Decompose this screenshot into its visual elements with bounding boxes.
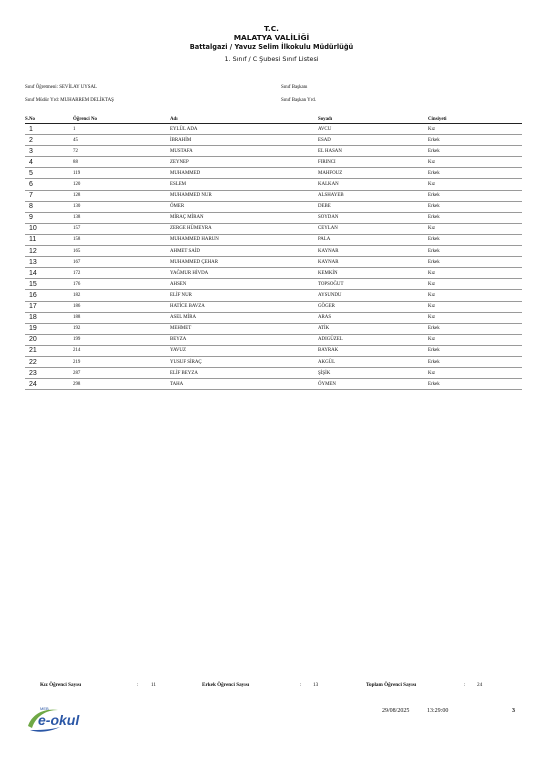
cell-gender: Kız bbox=[428, 179, 522, 190]
cell-student-no: 214 bbox=[73, 345, 170, 356]
cell-gender: Erkek bbox=[428, 146, 522, 157]
cell-gender: Erkek bbox=[428, 257, 522, 268]
cell-gender: Kız bbox=[428, 312, 522, 323]
table-row bbox=[25, 279, 522, 290]
girls-count-value: 11 bbox=[151, 682, 156, 688]
cell-gender: Erkek bbox=[428, 356, 522, 367]
cell-first-name: EYLÜL ADA bbox=[170, 124, 318, 135]
table-row bbox=[25, 268, 522, 279]
e-okul-logo bbox=[24, 700, 104, 734]
cell-sno: 14 bbox=[25, 268, 73, 279]
boys-count-value: 13 bbox=[313, 682, 319, 688]
cell-first-name: MUHAMMED HARUN bbox=[170, 234, 318, 245]
cell-gender: Erkek bbox=[428, 168, 522, 179]
cell-last-name: ATİK bbox=[318, 323, 428, 334]
cell-first-name: MİRAÇ MİRAN bbox=[170, 212, 318, 223]
cell-first-name: ÖMER bbox=[170, 201, 318, 212]
class-president: Sınıf Başkanı bbox=[281, 85, 308, 90]
cell-last-name: KAYNAR bbox=[318, 246, 428, 257]
table-row bbox=[25, 368, 522, 379]
cell-first-name: MUHAMMED NUR bbox=[170, 190, 318, 201]
cell-student-no: 72 bbox=[73, 146, 170, 157]
table-header-row bbox=[25, 116, 522, 124]
column-header-first-name: Adı bbox=[170, 116, 318, 124]
cell-student-no: 165 bbox=[73, 246, 170, 257]
column-header-sno: S.No bbox=[25, 116, 73, 124]
print-date: 29/08/2025 bbox=[382, 708, 410, 714]
cell-gender: Erkek bbox=[428, 323, 522, 334]
cell-student-no: 192 bbox=[73, 323, 170, 334]
cell-gender: Erkek bbox=[428, 345, 522, 356]
cell-sno: 4 bbox=[25, 157, 73, 168]
cell-first-name: ASEL MİRA bbox=[170, 312, 318, 323]
cell-last-name: AKGÜL bbox=[318, 356, 428, 367]
cell-first-name: YAVUZ bbox=[170, 345, 318, 356]
cell-sno: 13 bbox=[25, 257, 73, 268]
cell-sno: 22 bbox=[25, 356, 73, 367]
cell-sno: 3 bbox=[25, 146, 73, 157]
cell-last-name: AVCU bbox=[318, 124, 428, 135]
cell-student-no: 88 bbox=[73, 157, 170, 168]
cell-last-name: BAYRAK bbox=[318, 345, 428, 356]
separator: : bbox=[464, 682, 466, 688]
cell-gender: Erkek bbox=[428, 234, 522, 245]
header-school: Battalgazi / Yavuz Selim İlkokulu Müdürlüğü bbox=[189, 43, 354, 51]
class-vice-president: Sınıf Başkan Yrd. bbox=[281, 98, 317, 103]
cell-sno: 7 bbox=[25, 190, 73, 201]
cell-sno: 11 bbox=[25, 234, 73, 245]
cell-first-name: MUSTAFA bbox=[170, 146, 318, 157]
class-teacher: Sınıf Öğretmeni: SEVİLAY UYSAL bbox=[25, 85, 98, 90]
table-row bbox=[25, 312, 522, 323]
e-okul-wordmark: e-okul bbox=[38, 712, 80, 728]
cell-sno: 12 bbox=[25, 246, 73, 257]
cell-student-no: 188 bbox=[73, 312, 170, 323]
table-row bbox=[25, 379, 522, 390]
cell-last-name: ADIGÜZEL bbox=[318, 334, 428, 345]
table-row bbox=[25, 356, 522, 367]
cell-sno: 10 bbox=[25, 223, 73, 234]
cell-gender: Kız bbox=[428, 268, 522, 279]
cell-sno: 15 bbox=[25, 279, 73, 290]
cell-gender: Kız bbox=[428, 301, 522, 312]
table-row bbox=[25, 334, 522, 345]
cell-first-name: MUHAMMED bbox=[170, 168, 318, 179]
cell-first-name: BEYZA bbox=[170, 334, 318, 345]
cell-student-no: 167 bbox=[73, 257, 170, 268]
cell-last-name: SOYDAN bbox=[318, 212, 428, 223]
separator: : bbox=[137, 682, 139, 688]
cell-last-name: PALA bbox=[318, 234, 428, 245]
cell-last-name: ŞİŞİK bbox=[318, 368, 428, 379]
student-table bbox=[25, 116, 522, 390]
table-row bbox=[25, 345, 522, 356]
table-row bbox=[25, 223, 522, 234]
cell-gender: Kız bbox=[428, 290, 522, 301]
cell-last-name: KAYNAR bbox=[318, 257, 428, 268]
cell-sno: 9 bbox=[25, 212, 73, 223]
cell-student-no: 182 bbox=[73, 290, 170, 301]
cell-gender: Kız bbox=[428, 223, 522, 234]
table-row bbox=[25, 179, 522, 190]
header-governorship: MALATYA VALİLİĞİ bbox=[233, 33, 310, 42]
page-number: 3 bbox=[512, 708, 515, 714]
cell-first-name: ESLEM bbox=[170, 179, 318, 190]
cell-last-name: ARAS bbox=[318, 312, 428, 323]
cell-last-name: AYSUNDU bbox=[318, 290, 428, 301]
meb-label: MEB bbox=[40, 706, 49, 711]
cell-student-no: 119 bbox=[73, 168, 170, 179]
cell-last-name: DEBE bbox=[318, 201, 428, 212]
cell-gender: Erkek bbox=[428, 190, 522, 201]
cell-first-name: AHMET SAİD bbox=[170, 246, 318, 257]
cell-student-no: 172 bbox=[73, 268, 170, 279]
cell-student-no: 1 bbox=[73, 124, 170, 135]
cell-student-no: 287 bbox=[73, 368, 170, 379]
cell-last-name: EL HASAN bbox=[318, 146, 428, 157]
girls-count-label: Kız Öğrenci Sayısı bbox=[40, 682, 82, 688]
cell-first-name: ELİF BEYZA bbox=[170, 368, 318, 379]
vice-principal: Sınıf Müdür Yrd: MUHARREM DELİKTAŞ bbox=[25, 98, 114, 103]
cell-student-no: 158 bbox=[73, 234, 170, 245]
cell-sno: 17 bbox=[25, 301, 73, 312]
cell-last-name: ÖYMEN bbox=[318, 379, 428, 390]
cell-student-no: 45 bbox=[73, 135, 170, 146]
cell-sno: 21 bbox=[25, 345, 73, 356]
table-row bbox=[25, 301, 522, 312]
table-row bbox=[25, 201, 522, 212]
e-okul-logo-icon bbox=[24, 700, 104, 734]
header-list-title: 1. Sınıf / C Şubesi Sınıf Listesi bbox=[224, 55, 319, 63]
cell-gender: Erkek bbox=[428, 379, 522, 390]
cell-last-name: CEYLAN bbox=[318, 223, 428, 234]
cell-gender: Kız bbox=[428, 334, 522, 345]
separator: : bbox=[300, 682, 302, 688]
table-row bbox=[25, 234, 522, 245]
table-row bbox=[25, 146, 522, 157]
table-row bbox=[25, 323, 522, 334]
cell-first-name: YAĞMUR HİVDA bbox=[170, 268, 318, 279]
cell-last-name: MAHFOUZ bbox=[318, 168, 428, 179]
print-time: 13:29:00 bbox=[427, 708, 449, 714]
cell-student-no: 128 bbox=[73, 190, 170, 201]
cell-first-name: AHSEN bbox=[170, 279, 318, 290]
cell-student-no: 199 bbox=[73, 334, 170, 345]
column-header-student-no: Öğrenci No bbox=[73, 116, 170, 124]
cell-last-name: TOPSOĞUT bbox=[318, 279, 428, 290]
summary-bar bbox=[0, 678, 543, 692]
total-count-label: Toplam Öğrenci Sayısı bbox=[366, 682, 417, 688]
cell-sno: 1 bbox=[25, 124, 73, 135]
cell-first-name: ZEYNEP bbox=[170, 157, 318, 168]
header-country: T.C. bbox=[264, 24, 279, 33]
table-row bbox=[25, 212, 522, 223]
cell-gender: Erkek bbox=[428, 201, 522, 212]
cell-sno: 6 bbox=[25, 179, 73, 190]
cell-student-no: 186 bbox=[73, 301, 170, 312]
cell-first-name: MEHMET bbox=[170, 323, 318, 334]
table-row bbox=[25, 135, 522, 146]
cell-sno: 23 bbox=[25, 368, 73, 379]
table-row bbox=[25, 157, 522, 168]
table-row bbox=[25, 257, 522, 268]
cell-first-name: TAHA bbox=[170, 379, 318, 390]
cell-last-name: FIRINCI bbox=[318, 157, 428, 168]
cell-last-name: KEMKİN bbox=[318, 268, 428, 279]
cell-last-name: GÖGER bbox=[318, 301, 428, 312]
cell-first-name: ZERGE HÜMEYRA bbox=[170, 223, 318, 234]
cell-gender: Kız bbox=[428, 279, 522, 290]
cell-sno: 8 bbox=[25, 201, 73, 212]
table-row bbox=[25, 168, 522, 179]
table-row bbox=[25, 246, 522, 257]
cell-student-no: 298 bbox=[73, 379, 170, 390]
cell-student-no: 219 bbox=[73, 356, 170, 367]
table-row bbox=[25, 290, 522, 301]
cell-sno: 5 bbox=[25, 168, 73, 179]
cell-first-name: ELİF NUR bbox=[170, 290, 318, 301]
cell-last-name: ALSHAYEB bbox=[318, 190, 428, 201]
cell-student-no: 157 bbox=[73, 223, 170, 234]
cell-gender: Erkek bbox=[428, 135, 522, 146]
table-row bbox=[25, 190, 522, 201]
column-header-gender: Cinsiyeti bbox=[428, 116, 522, 124]
cell-student-no: 138 bbox=[73, 212, 170, 223]
cell-sno: 16 bbox=[25, 290, 73, 301]
cell-gender: Erkek bbox=[428, 212, 522, 223]
cell-sno: 20 bbox=[25, 334, 73, 345]
cell-sno: 24 bbox=[25, 379, 73, 390]
cell-first-name: YUSUF SİRAÇ bbox=[170, 356, 318, 367]
cell-gender: Kız bbox=[428, 157, 522, 168]
cell-student-no: 130 bbox=[73, 201, 170, 212]
cell-gender: Erkek bbox=[428, 246, 522, 257]
cell-last-name: ESAD bbox=[318, 135, 428, 146]
cell-first-name: HATİCE BAVZA bbox=[170, 301, 318, 312]
cell-first-name: MUHAMMED ÇEHAR bbox=[170, 257, 318, 268]
boys-count-label: Erkek Öğrenci Sayısı bbox=[202, 682, 250, 688]
cell-student-no: 176 bbox=[73, 279, 170, 290]
column-header-last-name: Soyadı bbox=[318, 116, 428, 124]
cell-sno: 18 bbox=[25, 312, 73, 323]
cell-gender: Kız bbox=[428, 124, 522, 135]
cell-sno: 19 bbox=[25, 323, 73, 334]
cell-sno: 2 bbox=[25, 135, 73, 146]
table-row bbox=[25, 124, 522, 135]
cell-gender: Kız bbox=[428, 368, 522, 379]
cell-first-name: İBRAHİM bbox=[170, 135, 318, 146]
total-count-value: 24 bbox=[477, 682, 483, 688]
cell-student-no: 120 bbox=[73, 179, 170, 190]
cell-last-name: KALKAN bbox=[318, 179, 428, 190]
